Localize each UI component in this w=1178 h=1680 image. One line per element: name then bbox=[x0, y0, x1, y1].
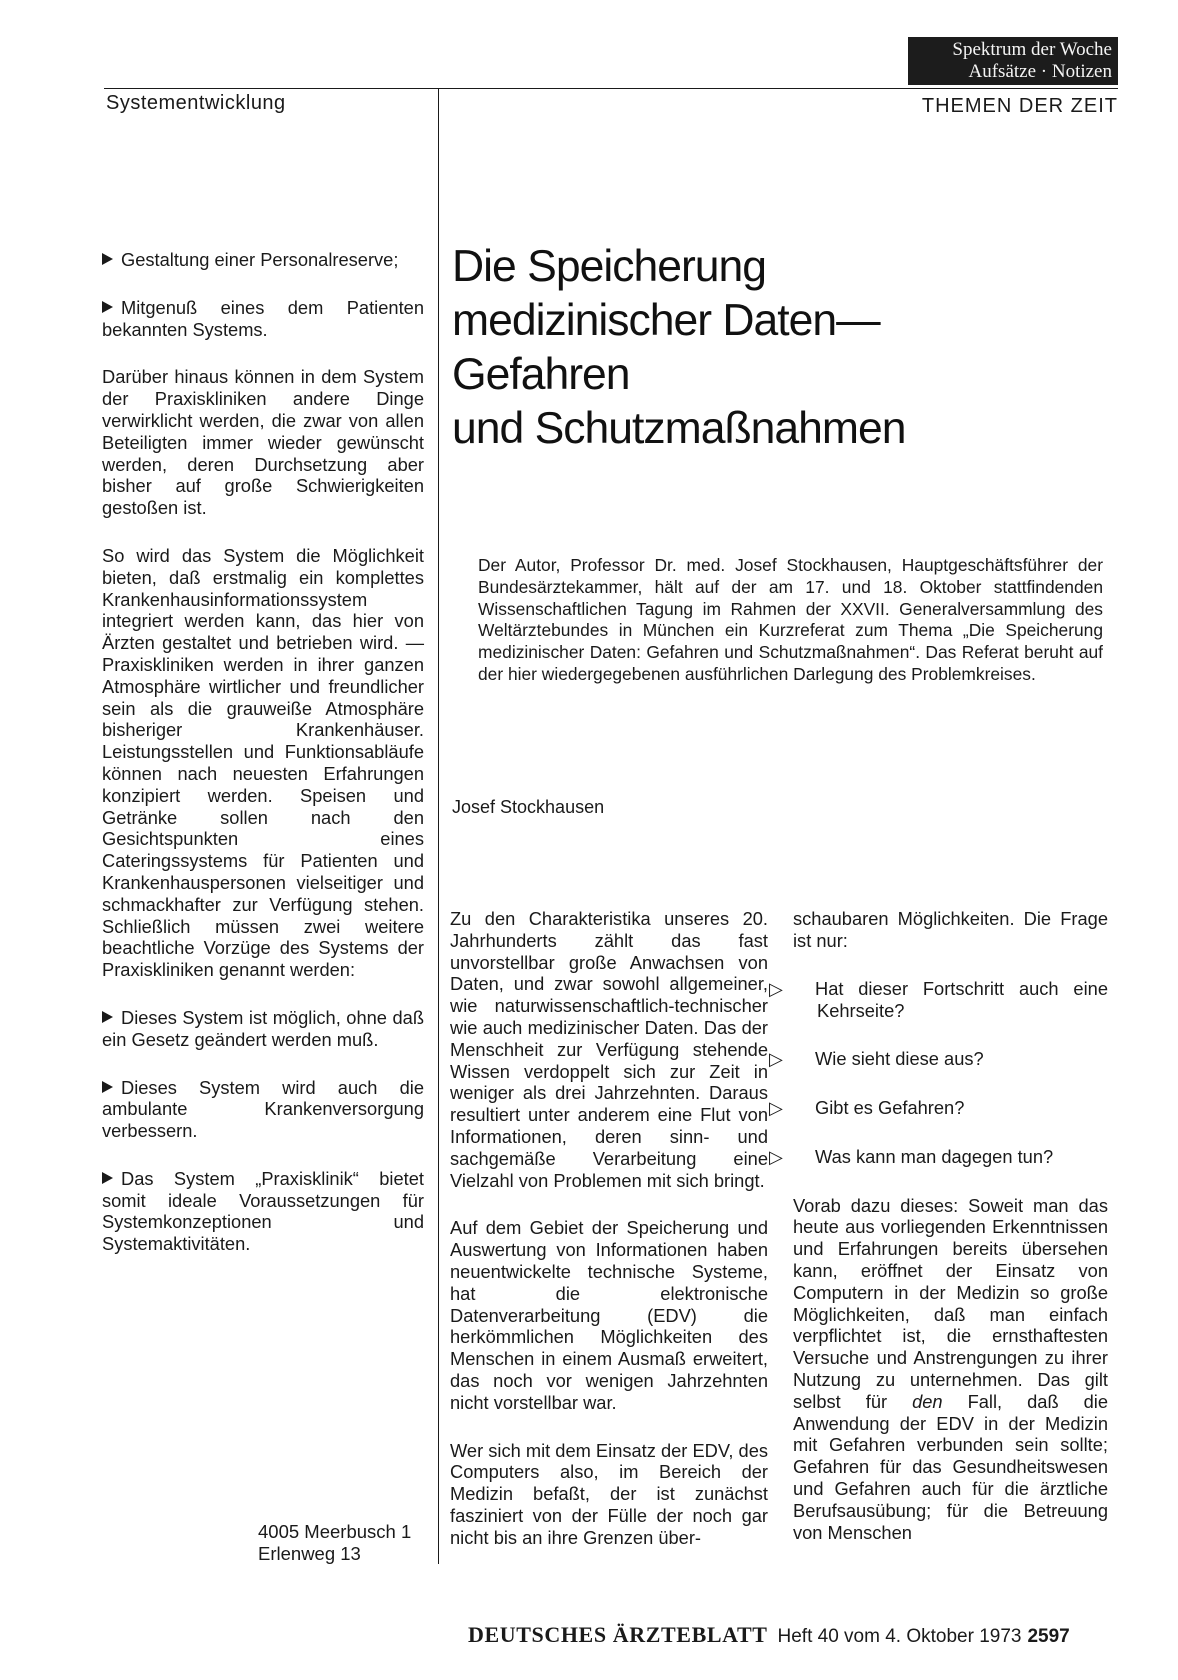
title-line: und Schutzmaßnahmen bbox=[452, 404, 906, 453]
badge-line-1: Spektrum der Woche bbox=[952, 39, 1112, 60]
bullet-triangle-icon bbox=[102, 253, 113, 265]
section-label-left: Systementwicklung bbox=[106, 92, 286, 114]
bullet-item: Mitgenuß eines dem Patienten bekannten Systems. bbox=[102, 296, 424, 340]
page-footer bbox=[468, 1622, 1070, 1648]
emphasis: den bbox=[912, 1390, 943, 1412]
question-item: ▷ Wie sieht diese aus? bbox=[769, 1048, 984, 1070]
header-rule bbox=[104, 88, 1118, 89]
column-divider bbox=[438, 88, 439, 1564]
address-line: Erlenweg 13 bbox=[258, 1543, 361, 1564]
address-line: 4005 Meerbusch 1 bbox=[258, 1521, 412, 1542]
paragraph: Auf dem Gebiet der Speicherung und Auswertung von Informationen haben neuentwickelte technische Systeme, hat die elektronische Datenverarbeitung (EDV) die herkömmlichen Möglichkeiten des Menschen in einem Ausmaß erweitert, das noch vor wenigen Jahrzehnten nicht vorstellbar war. bbox=[450, 1217, 768, 1413]
question-item: ▷ Gibt es Gefahren? bbox=[769, 1096, 965, 1118]
bullet-triangle-icon bbox=[102, 1081, 113, 1093]
author-address bbox=[258, 1521, 411, 1565]
section-label-right: THEMEN DER ZEIT bbox=[921, 95, 1118, 117]
bullet-item: Gestaltung einer Personalreserve; bbox=[102, 249, 424, 271]
outline-triangle-icon: ▷ bbox=[769, 1097, 783, 1118]
paragraph: Darüber hinaus können in dem System der Praxiskliniken andere Dinge verwirklicht werden, die zwar von allen Beteiligten immer wieder gewünscht werden, deren Durchsetzung aber bisher auf große Schwierigkeiten gestoßen ist. bbox=[102, 366, 424, 519]
paragraph: Vorab dazu dieses: Soweit man das heute aus vorliegenden Erkenntnissen und Erfahrungen bereits übersehen kann, eröffnet der Einsatz von Computern in der Medizin so große Möglichkeiten, daß man einfach verpflichtet ist, die ernsthaftesten Versuche und Anstrengungen zu ihrer Nutzung zu unternehmen. Das gilt selbst für den Fall, daß die Anwendung der EDV in der Medizin mit Gefahren verbunden sein sollte; Gefahren für das Gesundheitswesen und Gefahren auch für die ärztliche Berufsausübung; für die Betreuung von Menschen bbox=[793, 1194, 1109, 1543]
article-author: Josef Stockhausen bbox=[452, 797, 605, 817]
middle-column bbox=[450, 908, 768, 1575]
paragraph: So wird das System die Möglichkeit bieten, daß erstmalig ein komplettes Krankenhausinformationssystem integriert werden kann, das hier von Ärzten gestaltet und betrieben wird. — Praxiskliniken werden in ihrer ganzen Atmosphäre wirtlicher und freundlicher sein als die grauweiße Atmosphäre bisheriger Krankenhäuser. Leistungsstellen und Funktionsabläufe können nach neuesten Erfahrungen konzipiert werden. Speisen und Getränke sollen nach den Gesichtspunkten eines Cateringssystems für Patienten und Krankenhauspersonen vielseitiger und schmackhafter zur Verfügung stehen. Schließlich müssen zwei weitere beachtliche Vorzüge des Systems der Praxiskliniken genannt werden: bbox=[102, 544, 424, 981]
publication-name: DEUTSCHES ÄRZTEBLATT bbox=[468, 1622, 768, 1647]
outline-triangle-icon: ▷ bbox=[769, 1049, 783, 1070]
bullet-item: Das System „Praxisklinik“ bietet somit ideale Voraussetzungen für Systemkonzeptionen und Systemaktivitäten. bbox=[102, 1167, 424, 1255]
question-item: ▷ Hat dieser Fortschritt auch eine Kehrseite? bbox=[769, 977, 1108, 1022]
title-line: medizinischer Daten— bbox=[452, 296, 880, 345]
title-line: Gefahren bbox=[452, 350, 630, 399]
outline-triangle-icon: ▷ bbox=[769, 1146, 783, 1167]
section-badge bbox=[908, 37, 1118, 85]
badge-line-2: Aufsätze · Notizen bbox=[968, 61, 1112, 82]
bullet-triangle-icon bbox=[102, 301, 113, 313]
bullet-item: Dieses System ist möglich, ohne daß ein Gesetz geändert werden muß. bbox=[102, 1006, 424, 1050]
page-number: 2597 bbox=[1027, 1626, 1070, 1647]
title-line: Die Speicherung bbox=[452, 242, 767, 291]
question-item: ▷ Was kann man dagegen tun? bbox=[769, 1145, 1054, 1167]
bullet-triangle-icon bbox=[102, 1011, 113, 1023]
right-column bbox=[769, 908, 1109, 1569]
paragraph: Zu den Charakteristika unseres 20. Jahrhunderts zählt das fast unvorstellbar große Anwachsen von Daten, und zwar sowohl allgemeiner, wie naturwissenschaftlich-technischer wie auch medizinischer Daten. Das der Menschheit zur Verfügung stehende Wissen verdoppelt sich zur Zeit in weniger als drei Jahrzehnten. Daraus resultiert unter anderem eine Flut von Informationen, deren sinn- und sachgemäße Verarbeitung eine Vielzahl von Problemen mit sich bringt. bbox=[450, 908, 768, 1191]
article-title bbox=[452, 240, 1012, 456]
left-column bbox=[102, 249, 424, 1281]
issue-info: Heft 40 vom 4. Oktober 1973 bbox=[777, 1626, 1022, 1647]
article-intro: Der Autor, Professor Dr. med. Josef Stockhausen, Hauptgeschäftsführer der Bundesärztekammer, hält auf der am 17. und 18. Oktober stattfindenden Wissenschaftlichen Tagung im Rahmen der XXVII. Generalversammlung des Weltärztebundes in München ein Kurzreferat zum Thema „Die Speicherung medizinischer Daten: Gefahren und Schutzmaßnahmen“. Das Referat beruht auf der hier wiedergegebenen ausführlichen Darlegung des Problemkreises. bbox=[478, 555, 1103, 684]
paragraph: Wer sich mit dem Einsatz der EDV, des Computers also, im Bereich der Medizin befaßt, der ist zunächst fasziniert von der Fülle der noch gar nicht bis an ihre Grenzen über- bbox=[450, 1439, 769, 1548]
outline-triangle-icon: ▷ bbox=[769, 978, 783, 999]
bullet-item: Dieses System wird auch die ambulante Krankenversorgung verbessern. bbox=[102, 1076, 424, 1142]
paragraph: schaubaren Möglichkeiten. Die Frage ist nur: bbox=[793, 908, 1108, 951]
bullet-triangle-icon bbox=[102, 1172, 113, 1184]
